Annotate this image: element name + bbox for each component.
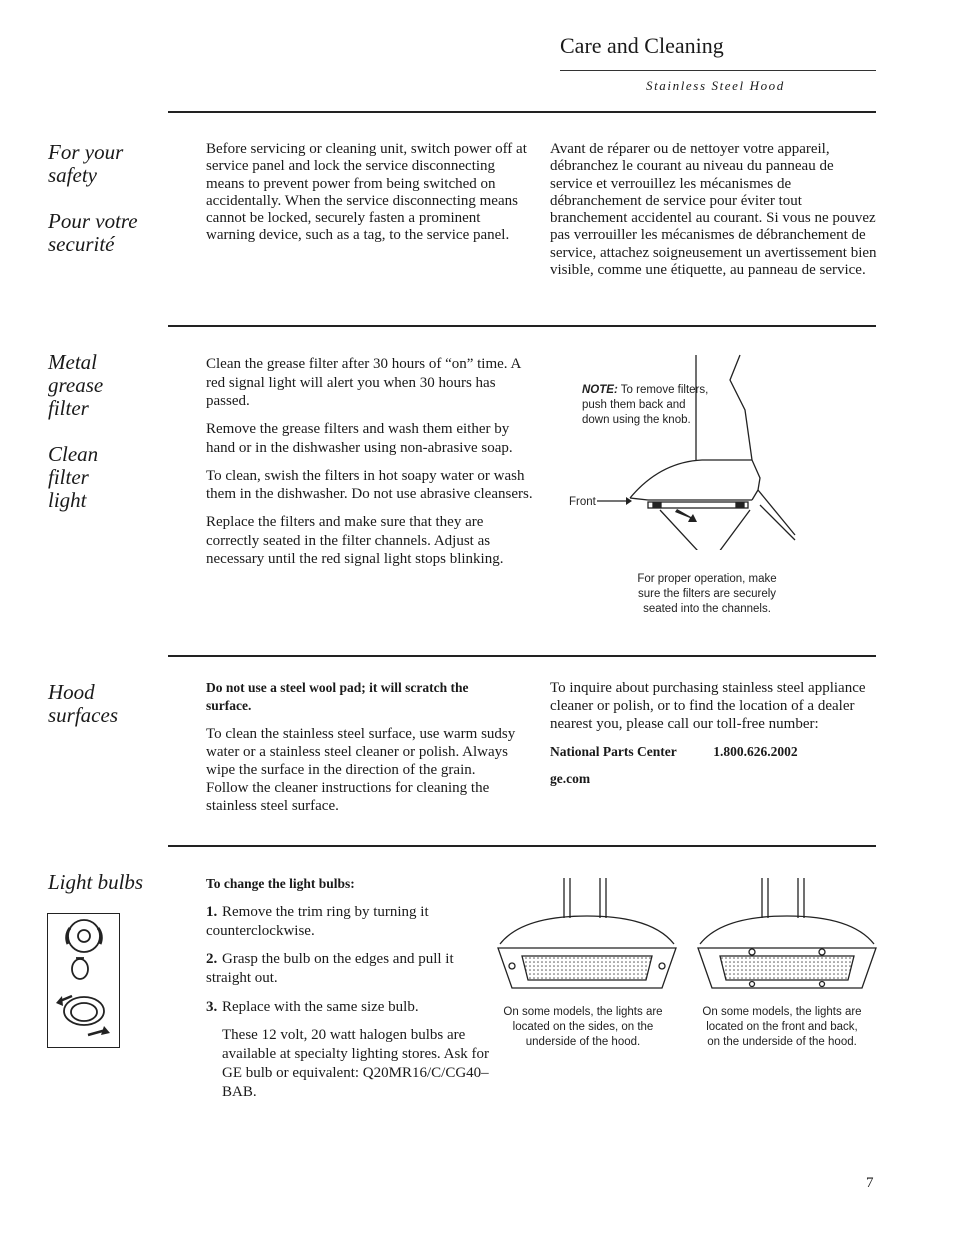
hood-caption-front-back: On some models, the lights are located on the front and back, on the underside of the hood. bbox=[702, 1006, 862, 1048]
bulb-step: 1. Remove the trim ring by turning it counterclockwise. bbox=[206, 903, 429, 939]
filter-text bbox=[206, 355, 540, 578]
safety-text-fr: Avant de réparer ou de nettoyer votre appareil, débranchez le courant au niveau du panneau de service et verrouillez les mécanismes de débranchement de service pour éviter tout branchement accidentel au courant. Si vous ne pouvez pas verrouiller les mécanismes de débranchement de service, attachez soigneusement un avertissement bien visible, comme une étiquette, au panneau de service. bbox=[550, 141, 877, 279]
parts-center-phone: 1.800.626.2002 bbox=[713, 743, 798, 759]
bulb-note: These 12 volt, 20 watt halogen bulbs are available at specialty lighting stores. Ask for GE bulb or equivalent: Q20MR16/C/CG40–BAB. bbox=[222, 1027, 490, 1100]
page-subtitle: Stainless Steel Hood bbox=[646, 78, 785, 93]
filter-paragraph: Remove the grease filters and wash them either by hand or in the dishwasher using non-abrasive soap. bbox=[206, 421, 513, 456]
front-label: Front bbox=[569, 496, 596, 508]
filter-heading-1: Metal grease filter bbox=[48, 350, 104, 420]
hood-contact bbox=[550, 679, 880, 798]
filter-paragraph: To clean, swish the filters in hot soapy water or wash them in the dishwasher. Do not use abrasive cleansers. bbox=[206, 467, 533, 502]
bulb-icon bbox=[48, 914, 118, 1046]
safety-heading-en: For your safety bbox=[48, 140, 124, 187]
hood-heading: Hood surfaces bbox=[48, 680, 118, 727]
header-rule bbox=[560, 70, 876, 71]
section-divider bbox=[168, 655, 876, 657]
filter-paragraph: Clean the grease filter after 30 hours of “on” time. A red signal light will alert you when 30 hours has passed. bbox=[206, 356, 521, 409]
filter-diagram bbox=[560, 350, 810, 550]
bulbs-instructions bbox=[206, 874, 491, 1112]
bulb-step: 2. Grasp the bulb on the edges and pull it straight out. bbox=[206, 951, 454, 986]
hood-front-back-lights-illustration bbox=[692, 876, 882, 1001]
section-divider bbox=[168, 325, 876, 327]
bulb-replacement-illustration bbox=[47, 913, 120, 1048]
bulbs-heading: Light bulbs bbox=[48, 870, 144, 894]
filter-heading-2: Clean filter light bbox=[48, 442, 99, 512]
filter-caption: For proper operation, make sure the filters are securely seated into the channels. bbox=[637, 573, 777, 615]
parts-center-line bbox=[550, 743, 880, 761]
bulbs-subheading: To change the light bulbs: bbox=[206, 876, 355, 891]
filter-note bbox=[582, 383, 712, 428]
website: ge.com bbox=[550, 771, 591, 786]
section-divider bbox=[168, 111, 876, 113]
front-arrow-icon bbox=[597, 496, 633, 506]
parts-center-name: National Parts Center bbox=[550, 743, 677, 759]
safety-heading-fr: Pour votre securité bbox=[48, 209, 138, 256]
hood-text bbox=[206, 679, 516, 824]
note-text: To remove filters, push them back and down using the knob. bbox=[582, 384, 709, 426]
hood-warning: Do not use a steel wool pad; it will scratch the surface. bbox=[206, 680, 469, 713]
hood-paragraph: To clean the stainless steel surface, use warm sudsy water or a stainless steel cleaner or polish. Always wipe the surface in the direction of the grain. Follow the cleaner instructions for cleaning the stainless steel surface. bbox=[206, 725, 516, 814]
page-number: 7 bbox=[866, 1175, 874, 1191]
section-divider bbox=[168, 845, 876, 847]
filter-paragraph: Replace the filters and make sure that they are correctly seated in the filter channels. Adjust as necessary until the red signal light stops blinking. bbox=[206, 514, 504, 567]
safety-text-en: Before servicing or cleaning unit, switch power off at service panel and lock the service disconnecting means to prevent power from being switched on accidentally. When the service disconnecting means cannot be locked, securely fasten a prominent warning device, such as a tag, to the service panel. bbox=[206, 141, 527, 244]
safety-heading bbox=[48, 141, 168, 256]
hood-caption-sides: On some models, the lights are located on the sides, on the underside of the hood. bbox=[503, 1006, 663, 1048]
hood-side-lights-illustration bbox=[492, 876, 682, 1001]
hood-inquire: To inquire about purchasing stainless steel appliance cleaner or polish, or to find the location of a dealer nearest you, please call our toll-free number: bbox=[550, 680, 866, 732]
filter-heading bbox=[48, 351, 118, 512]
note-label: NOTE: bbox=[582, 384, 618, 396]
bulb-step: 3. Replace with the same size bulb. bbox=[206, 998, 419, 1015]
page-title: Care and Cleaning bbox=[560, 33, 724, 58]
